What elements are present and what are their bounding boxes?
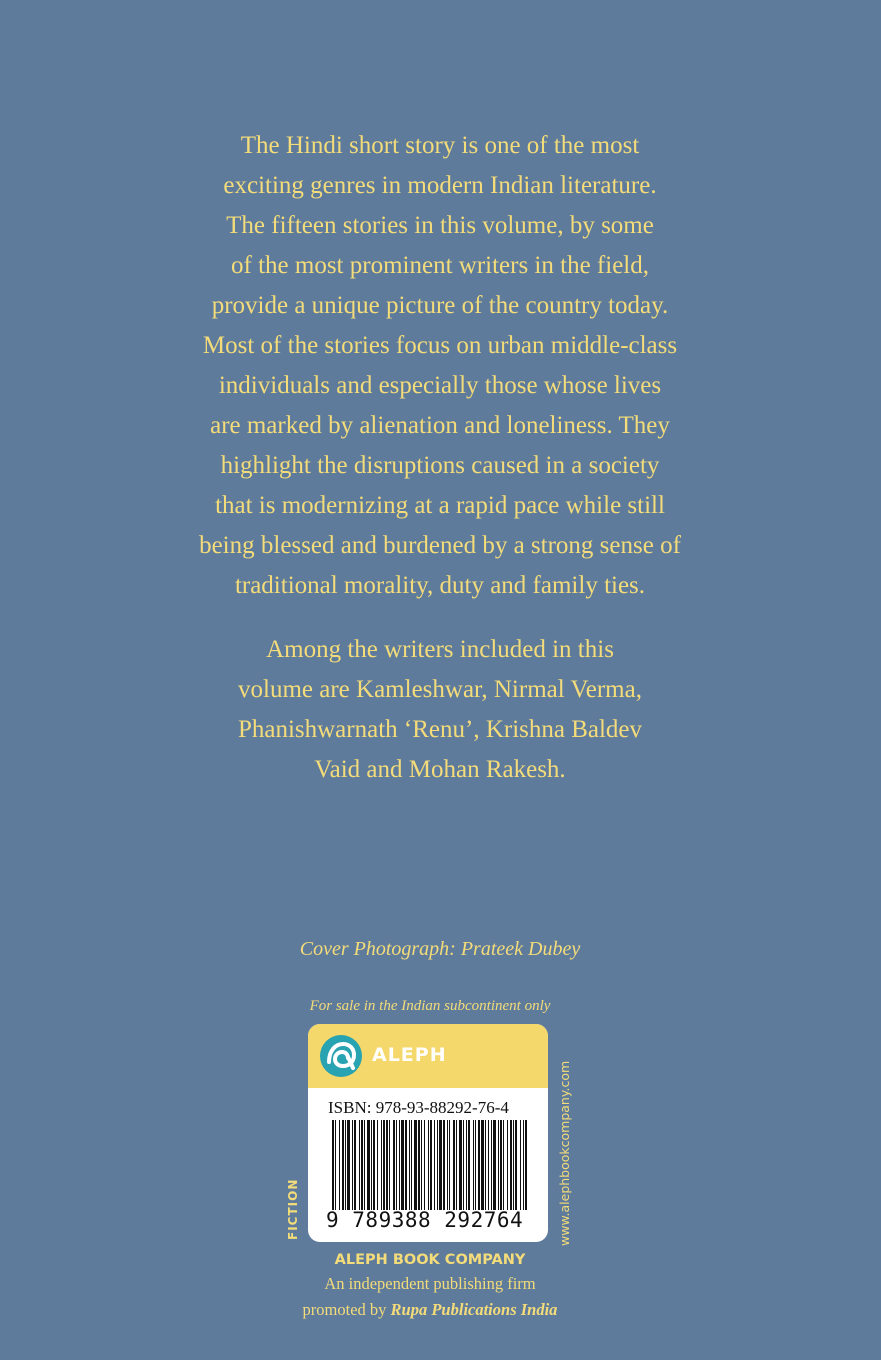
isbn-label (308, 1024, 548, 1242)
barcode-bar (520, 1120, 521, 1210)
barcode-bar (342, 1120, 344, 1210)
blurb-line: Most of the stories focus on urban middle-class (202, 332, 678, 359)
barcode-bar (459, 1120, 462, 1210)
barcode-bar (513, 1120, 514, 1210)
barcode-bar (443, 1120, 445, 1210)
barcode-bar (523, 1120, 524, 1210)
barcode-bar (361, 1120, 363, 1210)
blurb-line: Among the writers included in this (266, 636, 614, 663)
barcode-bar (352, 1120, 353, 1210)
publisher-name: ALEPH BOOK COMPANY (334, 1252, 526, 1268)
barcode-bar (371, 1120, 372, 1210)
barcode-bar (498, 1120, 499, 1210)
isbn-text: ISBN: 978-93-88292-76-4 (328, 1098, 509, 1117)
barcode-digits: 9 789388 292764 (326, 1208, 524, 1232)
barcode-bar (389, 1120, 390, 1210)
barcode-bar (473, 1120, 474, 1210)
publisher-website: www.alephbookcompany.com (557, 1060, 572, 1246)
blurb-line: The fifteen stories in this volume, by some (226, 212, 654, 239)
barcode-bar (393, 1120, 395, 1210)
blurb-line: individuals and especially those whose lives (218, 372, 662, 399)
barcode-bar (418, 1120, 420, 1210)
barcode-bar (401, 1120, 404, 1210)
barcode-bar (339, 1120, 340, 1210)
blurb-line: exciting genres in modern Indian literature. (223, 172, 657, 199)
barcode-bar (439, 1120, 442, 1210)
barcode-bar (500, 1120, 502, 1210)
barcode-bar (456, 1120, 457, 1210)
barcode-bar (493, 1120, 496, 1210)
barcode-bar (449, 1120, 450, 1210)
barcode-bar (354, 1120, 356, 1210)
barcode-bar (478, 1120, 480, 1210)
blurb-line: of the most prominent writers in the field, (231, 252, 649, 279)
barcode-bar (377, 1120, 378, 1210)
blurb-line: provide a unique picture of the country today. (211, 292, 669, 319)
barcode-bar (463, 1120, 464, 1210)
barcode-bar (396, 1120, 397, 1210)
barcode-bar (437, 1120, 438, 1210)
barcode-bar (453, 1120, 455, 1210)
blurb-line: traditional morality, duty and family ties. (234, 572, 646, 599)
barcode-bar (491, 1120, 492, 1210)
barcode (332, 1120, 528, 1210)
barcode-bar (359, 1120, 360, 1210)
blurb-line: volume are Kamleshwar, Nirmal Verma, (238, 676, 642, 703)
publisher-promoted (230, 1300, 630, 1320)
blurb-line: are marked by alienation and loneliness. They (210, 412, 670, 439)
barcode-bar (411, 1120, 412, 1210)
blurb-line: being blessed and burdened by a strong sense of (199, 532, 681, 559)
blurb-line: highlight the disruptions caused in a society (220, 452, 660, 479)
barcode-bar (481, 1120, 484, 1210)
blurb-line: The Hindi short story is one of the most (240, 132, 640, 159)
barcode-bar (367, 1120, 370, 1210)
barcode-bar (503, 1120, 504, 1210)
publisher-tagline: An independent publishing firm (324, 1274, 536, 1293)
publisher-logo-banner (308, 1024, 548, 1088)
genre-label: FICTION (286, 1178, 300, 1240)
barcode-bar (434, 1120, 435, 1210)
barcode-bar (405, 1120, 407, 1210)
barcode-bar (409, 1120, 410, 1210)
barcode-bar (515, 1120, 517, 1210)
barcode-bar (386, 1120, 388, 1210)
blurb-line: Vaid and Mohan Rakesh. (314, 756, 566, 783)
blurb-paragraph-1 (150, 126, 730, 606)
barcode-bar (364, 1120, 365, 1210)
cover-photo-credit: Cover Photograph: Prateek Dubey (299, 938, 581, 960)
logo-text: ALEPH (372, 1044, 447, 1066)
blurb-line: Phanishwarnath ‘Renu’, Krishna Baldev (237, 716, 643, 743)
barcode-bar (373, 1120, 375, 1210)
barcode-bar (507, 1120, 508, 1210)
barcode-bar (488, 1120, 489, 1210)
promoted-by-name: Rupa Publications India (390, 1300, 558, 1319)
blurb-paragraph-2 (150, 630, 730, 790)
barcode-bar (510, 1120, 512, 1210)
barcode-bar (525, 1120, 527, 1210)
barcode-bar (332, 1120, 334, 1210)
barcode-bar (424, 1120, 425, 1210)
barcode-bar (428, 1120, 429, 1210)
barcode-bar (447, 1120, 448, 1210)
sale-notice: For sale in the Indian subcontinent only (309, 998, 551, 1014)
barcode-bar (347, 1120, 350, 1210)
barcode-bar (414, 1120, 417, 1210)
barcode-bar (345, 1120, 346, 1210)
barcode-bar (468, 1120, 470, 1210)
barcode-bar (475, 1120, 476, 1210)
barcode-bar (399, 1120, 400, 1210)
promoted-prefix: promoted by (302, 1300, 391, 1319)
barcode-bar (335, 1120, 336, 1210)
barcode-bar (485, 1120, 486, 1210)
barcode-bar (381, 1120, 382, 1210)
barcode-bar (430, 1120, 432, 1210)
aleph-logo-icon (320, 1035, 362, 1077)
barcode-bar (421, 1120, 422, 1210)
blurb-line: that is modernizing at a rapid pace while still (215, 492, 665, 519)
barcode-bar (383, 1120, 385, 1210)
barcode-bar (466, 1120, 467, 1210)
